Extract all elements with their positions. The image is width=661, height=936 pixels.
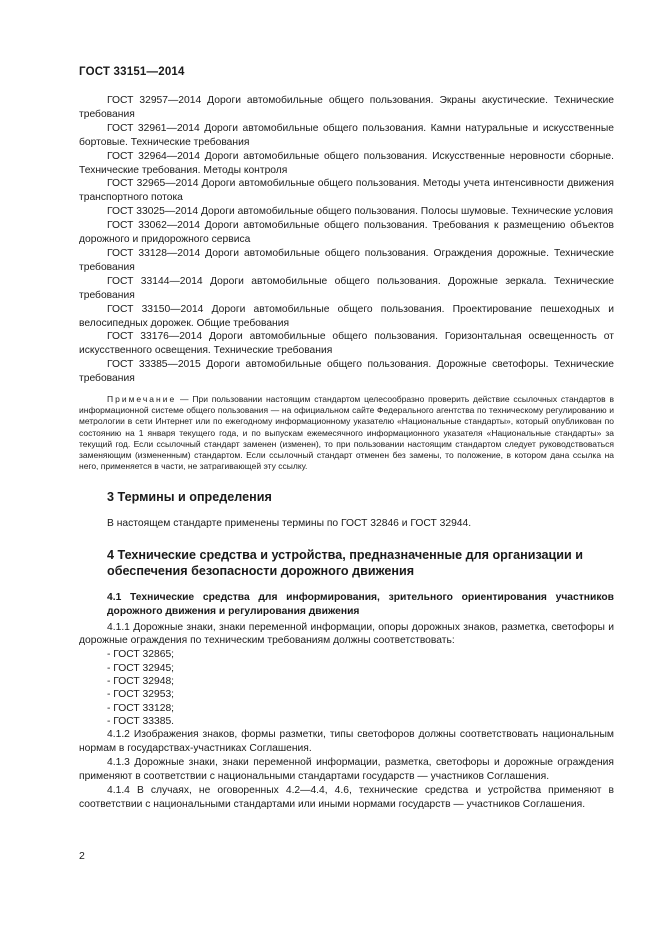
paragraph-4-1-2: 4.1.2 Изображения знаков, формы разметки, типы светофоров должны соответствовать национальным нормам в государствах-участниках Соглашения. bbox=[79, 729, 614, 755]
note-paragraph bbox=[79, 394, 614, 472]
list-item: - ГОСТ 32948; bbox=[107, 675, 175, 687]
reference-item: ГОСТ 33385—2015 Дороги автомобильные общего пользования. Дорожные светофоры. Технические требования bbox=[79, 359, 614, 385]
paragraph-4-1-4: 4.1.4 В случаях, не оговоренных 4.2—4.4, 4.6, технические средства и устройства применяют в соответствии с национальными стандартами или иными нормами государств — участников Соглашения. bbox=[79, 784, 614, 810]
reference-item: ГОСТ 33128—2014 Дороги автомобильные общего пользования. Ограждения дорожные. Технические требования bbox=[79, 247, 614, 273]
section-4-heading: 4 Технические средства и устройства, предназначенные для организации и обеспечения безопасности дорожного движения bbox=[107, 548, 584, 579]
paragraph-4-1-1: 4.1.1 Дорожные знаки, знаки переменной информации, опоры дорожных знаков, разметка, светофоры и дорожные ограждения по техническим требованиям должны соответствовать: bbox=[79, 621, 614, 647]
paragraph-4-1-3: 4.1.3 Дорожные знаки, знаки переменной информации, разметка, светофоры и дорожные ограждения применяют в соответствии с национальными стандартами государств — участников Соглашения. bbox=[79, 756, 614, 782]
note-text: — При пользовании настоящим стандартом целесообразно проверить действие ссылочных стандартов в информационной системе общего пользования — на официальном сайте Федерального агентства по техническому регулированию и метрологии в сети Интернет или по ежегодному информационному указателю «Национальные стандарты», который опубликован по состоянию на 1 января текущего года, и по выпускам ежемесячного информационного указателя «Национальные стандарты» за текущий год. Если ссылочный стандарт заменен (изменен), то при пользовании настоящим стандартом следует руководствоваться заменяющим (измененным) стандартом. Если ссылочный стандарт отменен без замены, то положение, в котором дана ссылка на него, применяется в части, не затрагивающей эту ссылку. bbox=[79, 394, 614, 472]
list-item: - ГОСТ 32945; bbox=[107, 662, 175, 674]
reference-item: ГОСТ 32964—2014 Дороги автомобильные общего пользования. Искусственные неровности сборные. Технические требования. Методы контроля bbox=[79, 150, 614, 176]
list-item: - ГОСТ 32865; bbox=[107, 649, 175, 661]
document-header: ГОСТ 33151—2014 bbox=[79, 66, 185, 78]
reference-item: ГОСТ 33150—2014 Дороги автомобильные общего пользования. Проектирование пешеходных и велосипедных дорожек. Общие требования bbox=[79, 303, 614, 329]
page-number: 2 bbox=[79, 850, 85, 862]
note-label: Примечание bbox=[107, 394, 177, 405]
references-list bbox=[79, 94, 614, 386]
list-item: - ГОСТ 33385. bbox=[107, 715, 175, 727]
reference-item: ГОСТ 32965—2014 Дороги автомобильные общего пользования. Методы учета интенсивности движения транспортного потока bbox=[79, 178, 614, 204]
list-item: - ГОСТ 32953; bbox=[107, 689, 175, 701]
section-3-text: В настоящем стандарте применены термины по ГОСТ 32846 и ГОСТ 32944. bbox=[107, 518, 472, 530]
standards-list bbox=[79, 648, 614, 728]
reference-item: ГОСТ 33176—2014 Дороги автомобильные общего пользования. Горизонтальная освещенность от искусственного освещения. Технические требования bbox=[79, 331, 614, 357]
reference-item: ГОСТ 33144—2014 Дороги автомобильные общего пользования. Дорожные зеркала. Технические требования bbox=[79, 275, 614, 301]
reference-item: ГОСТ 33025—2014 Дороги автомобильные общего пользования. Полосы шумовые. Технические условия bbox=[107, 206, 614, 218]
reference-item: ГОСТ 33062—2014 Дороги автомобильные общего пользования. Требования к размещению объектов дорожного и придорожного сервиса bbox=[79, 220, 614, 246]
reference-item: ГОСТ 32961—2014 Дороги автомобильные общего пользования. Камни натуральные и искусственные бортовые. Технические требования bbox=[79, 122, 614, 148]
list-item: - ГОСТ 33128; bbox=[107, 702, 175, 714]
document-body bbox=[79, 94, 614, 812]
reference-item: ГОСТ 32957—2014 Дороги автомобильные общего пользования. Экраны акустические. Технические требования bbox=[79, 95, 614, 120]
section-3-heading: 3 Термины и определения bbox=[107, 490, 272, 505]
subsection-4-1-heading: 4.1 Технические средства для информирования, зрительного ориентирования участников дорожного движения и регулирования движения bbox=[107, 592, 614, 617]
